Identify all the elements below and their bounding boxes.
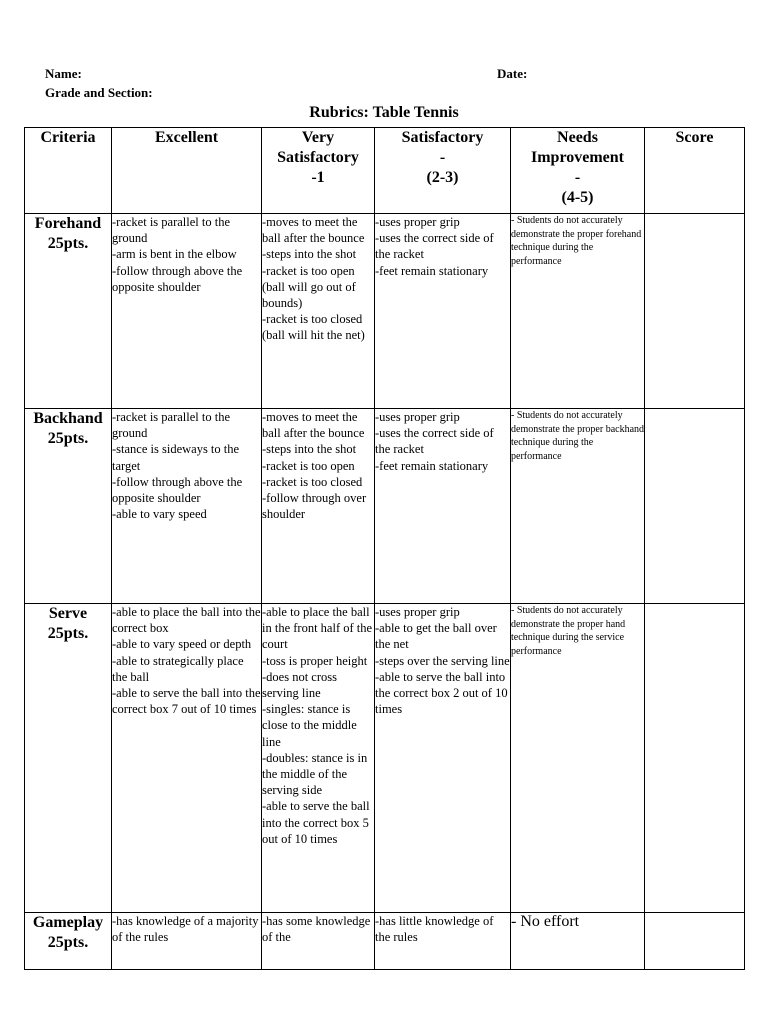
descriptor: -follow through above the opposite shoulder (112, 474, 243, 506)
descriptor: -has little knowledge of the rules (375, 914, 494, 945)
column-header-criteria (25, 128, 112, 214)
header-line: - (439, 149, 446, 166)
descriptor: - Students do not accurately demonstrate the proper hand technique during the service performance (511, 605, 626, 657)
table-row (25, 913, 745, 970)
descriptor: -able to serve the ball into the correct box 7 out of 10 times (112, 686, 261, 717)
header-line: -1 (311, 169, 325, 186)
descriptor: -steps over the serving line (375, 653, 510, 668)
header-line: - (574, 169, 581, 186)
descriptor: -stance is sideways to the target (112, 442, 240, 473)
criteria-cell (25, 409, 112, 604)
descriptor: -racket is too open (ball will go out of bounds) (262, 263, 356, 311)
descriptor: -racket is parallel to the ground (112, 410, 230, 441)
column-header-needs-improvement (511, 128, 645, 214)
descriptor: -toss is proper height (262, 653, 368, 668)
descriptor: -racket is too closed (ball will hit the net) (262, 312, 365, 343)
descriptor: - Students do not accurately demonstrate the proper forehand technique during the performance (511, 215, 642, 267)
table-row (25, 604, 745, 913)
score-cell[interactable] (645, 214, 745, 409)
criteria-cell (25, 913, 112, 970)
header-row (25, 128, 745, 214)
grade-section-label: Grade and Section: (45, 85, 153, 100)
page-title: Rubrics: Table Tennis (309, 104, 459, 121)
descriptor: -able to get the ball over the net (375, 621, 497, 652)
table-row (25, 214, 745, 409)
score-cell[interactable] (645, 604, 745, 913)
descriptor: -arm is bent in the elbow (112, 247, 237, 262)
needs-improvement-cell (511, 409, 645, 604)
descriptor: -able to serve the ball into the correct box 5 out of 10 times (262, 799, 370, 846)
descriptor: -uses the correct side of the racket (375, 231, 494, 262)
descriptor: - Students do not accurately demonstrate the proper backhand technique during the performance (511, 410, 645, 462)
rubric-table (24, 127, 745, 970)
descriptor: -able to vary speed or depth (112, 637, 252, 652)
header-line: Improvement (530, 149, 625, 166)
header-line: Satisfactory (401, 129, 484, 146)
criteria-points: 25pts. (47, 235, 89, 252)
header-line: Very (301, 129, 335, 146)
criteria-points: 25pts. (47, 430, 89, 447)
satisfactory-cell (375, 409, 511, 604)
excellent-cell (112, 604, 262, 913)
header-line: Criteria (40, 129, 96, 146)
descriptor: -feet remain stationary (375, 458, 489, 473)
header-line: Score (675, 129, 714, 146)
very-satisfactory-cell (262, 214, 375, 409)
satisfactory-cell (375, 214, 511, 409)
excellent-cell (112, 409, 262, 604)
descriptor: -able to place the ball in the front half of the court (262, 605, 373, 652)
descriptor: -able to vary speed (112, 507, 207, 522)
score-cell[interactable] (645, 409, 745, 604)
column-header-excellent (112, 128, 262, 214)
descriptor: -able to place the ball into the correct box (112, 605, 261, 636)
criteria-name: Forehand (34, 215, 102, 232)
descriptor: -has some knowledge of the (262, 914, 371, 945)
descriptor: -has knowledge of a majority of the rules (112, 914, 259, 945)
needs-improvement-cell (511, 604, 645, 913)
criteria-points: 25pts. (47, 625, 89, 642)
criteria-points: 25pts. (47, 934, 89, 951)
descriptor: -feet remain stationary (375, 263, 489, 278)
descriptor: - No effort (511, 913, 580, 930)
descriptor: -uses proper grip (375, 605, 460, 619)
descriptor: -singles: stance is close to the middle line (262, 702, 357, 749)
descriptor: -moves to meet the ball after the bounce (262, 215, 365, 246)
column-header-very-satisfactory (262, 128, 375, 214)
very-satisfactory-cell (262, 409, 375, 604)
descriptor: -able to serve the ball into the correct box 2 out of 10 times (375, 669, 508, 717)
needs-improvement-cell (511, 913, 645, 970)
header-line: Needs (557, 129, 598, 146)
name-label: Name: (45, 66, 82, 81)
column-header-satisfactory (375, 128, 511, 214)
table-row (25, 409, 745, 604)
satisfactory-cell (375, 604, 511, 913)
excellent-cell (112, 913, 262, 970)
excellent-cell (112, 214, 262, 409)
header-line: Excellent (154, 129, 219, 146)
score-cell[interactable] (645, 913, 745, 970)
descriptor: -steps into the shot (262, 442, 357, 457)
header-line: (4-5) (561, 189, 594, 206)
descriptor: -racket is parallel to the ground (112, 215, 230, 246)
needs-improvement-cell (511, 214, 645, 409)
descriptor: -uses proper grip (375, 410, 460, 424)
descriptor: -racket is too open (262, 458, 355, 473)
criteria-cell (25, 604, 112, 913)
column-header-score (645, 128, 745, 214)
descriptor: -uses the correct side of the racket (375, 426, 494, 457)
descriptor: -does not cross serving line (262, 669, 337, 701)
descriptor: -able to strategically place the ball (112, 653, 244, 684)
date-label: Date: (497, 66, 528, 81)
very-satisfactory-cell (262, 604, 375, 913)
descriptor: -uses proper grip (375, 215, 460, 229)
header-line: Satisfactory (277, 149, 359, 166)
descriptor: -steps into the shot (262, 247, 357, 262)
descriptor: -follow through above the opposite shoulder (112, 263, 243, 294)
criteria-name: Serve (48, 605, 88, 622)
criteria-name: Gameplay (32, 914, 104, 931)
descriptor: -racket is too closed (262, 474, 363, 489)
header-line: (2-3) (426, 169, 459, 186)
satisfactory-cell (375, 913, 511, 970)
descriptor: -moves to meet the ball after the bounce (262, 410, 365, 441)
descriptor: -doubles: stance is in the middle of the serving side (262, 750, 368, 798)
descriptor: -follow through over shoulder (262, 491, 367, 522)
criteria-cell (25, 214, 112, 409)
very-satisfactory-cell (262, 913, 375, 970)
criteria-name: Backhand (33, 410, 103, 427)
